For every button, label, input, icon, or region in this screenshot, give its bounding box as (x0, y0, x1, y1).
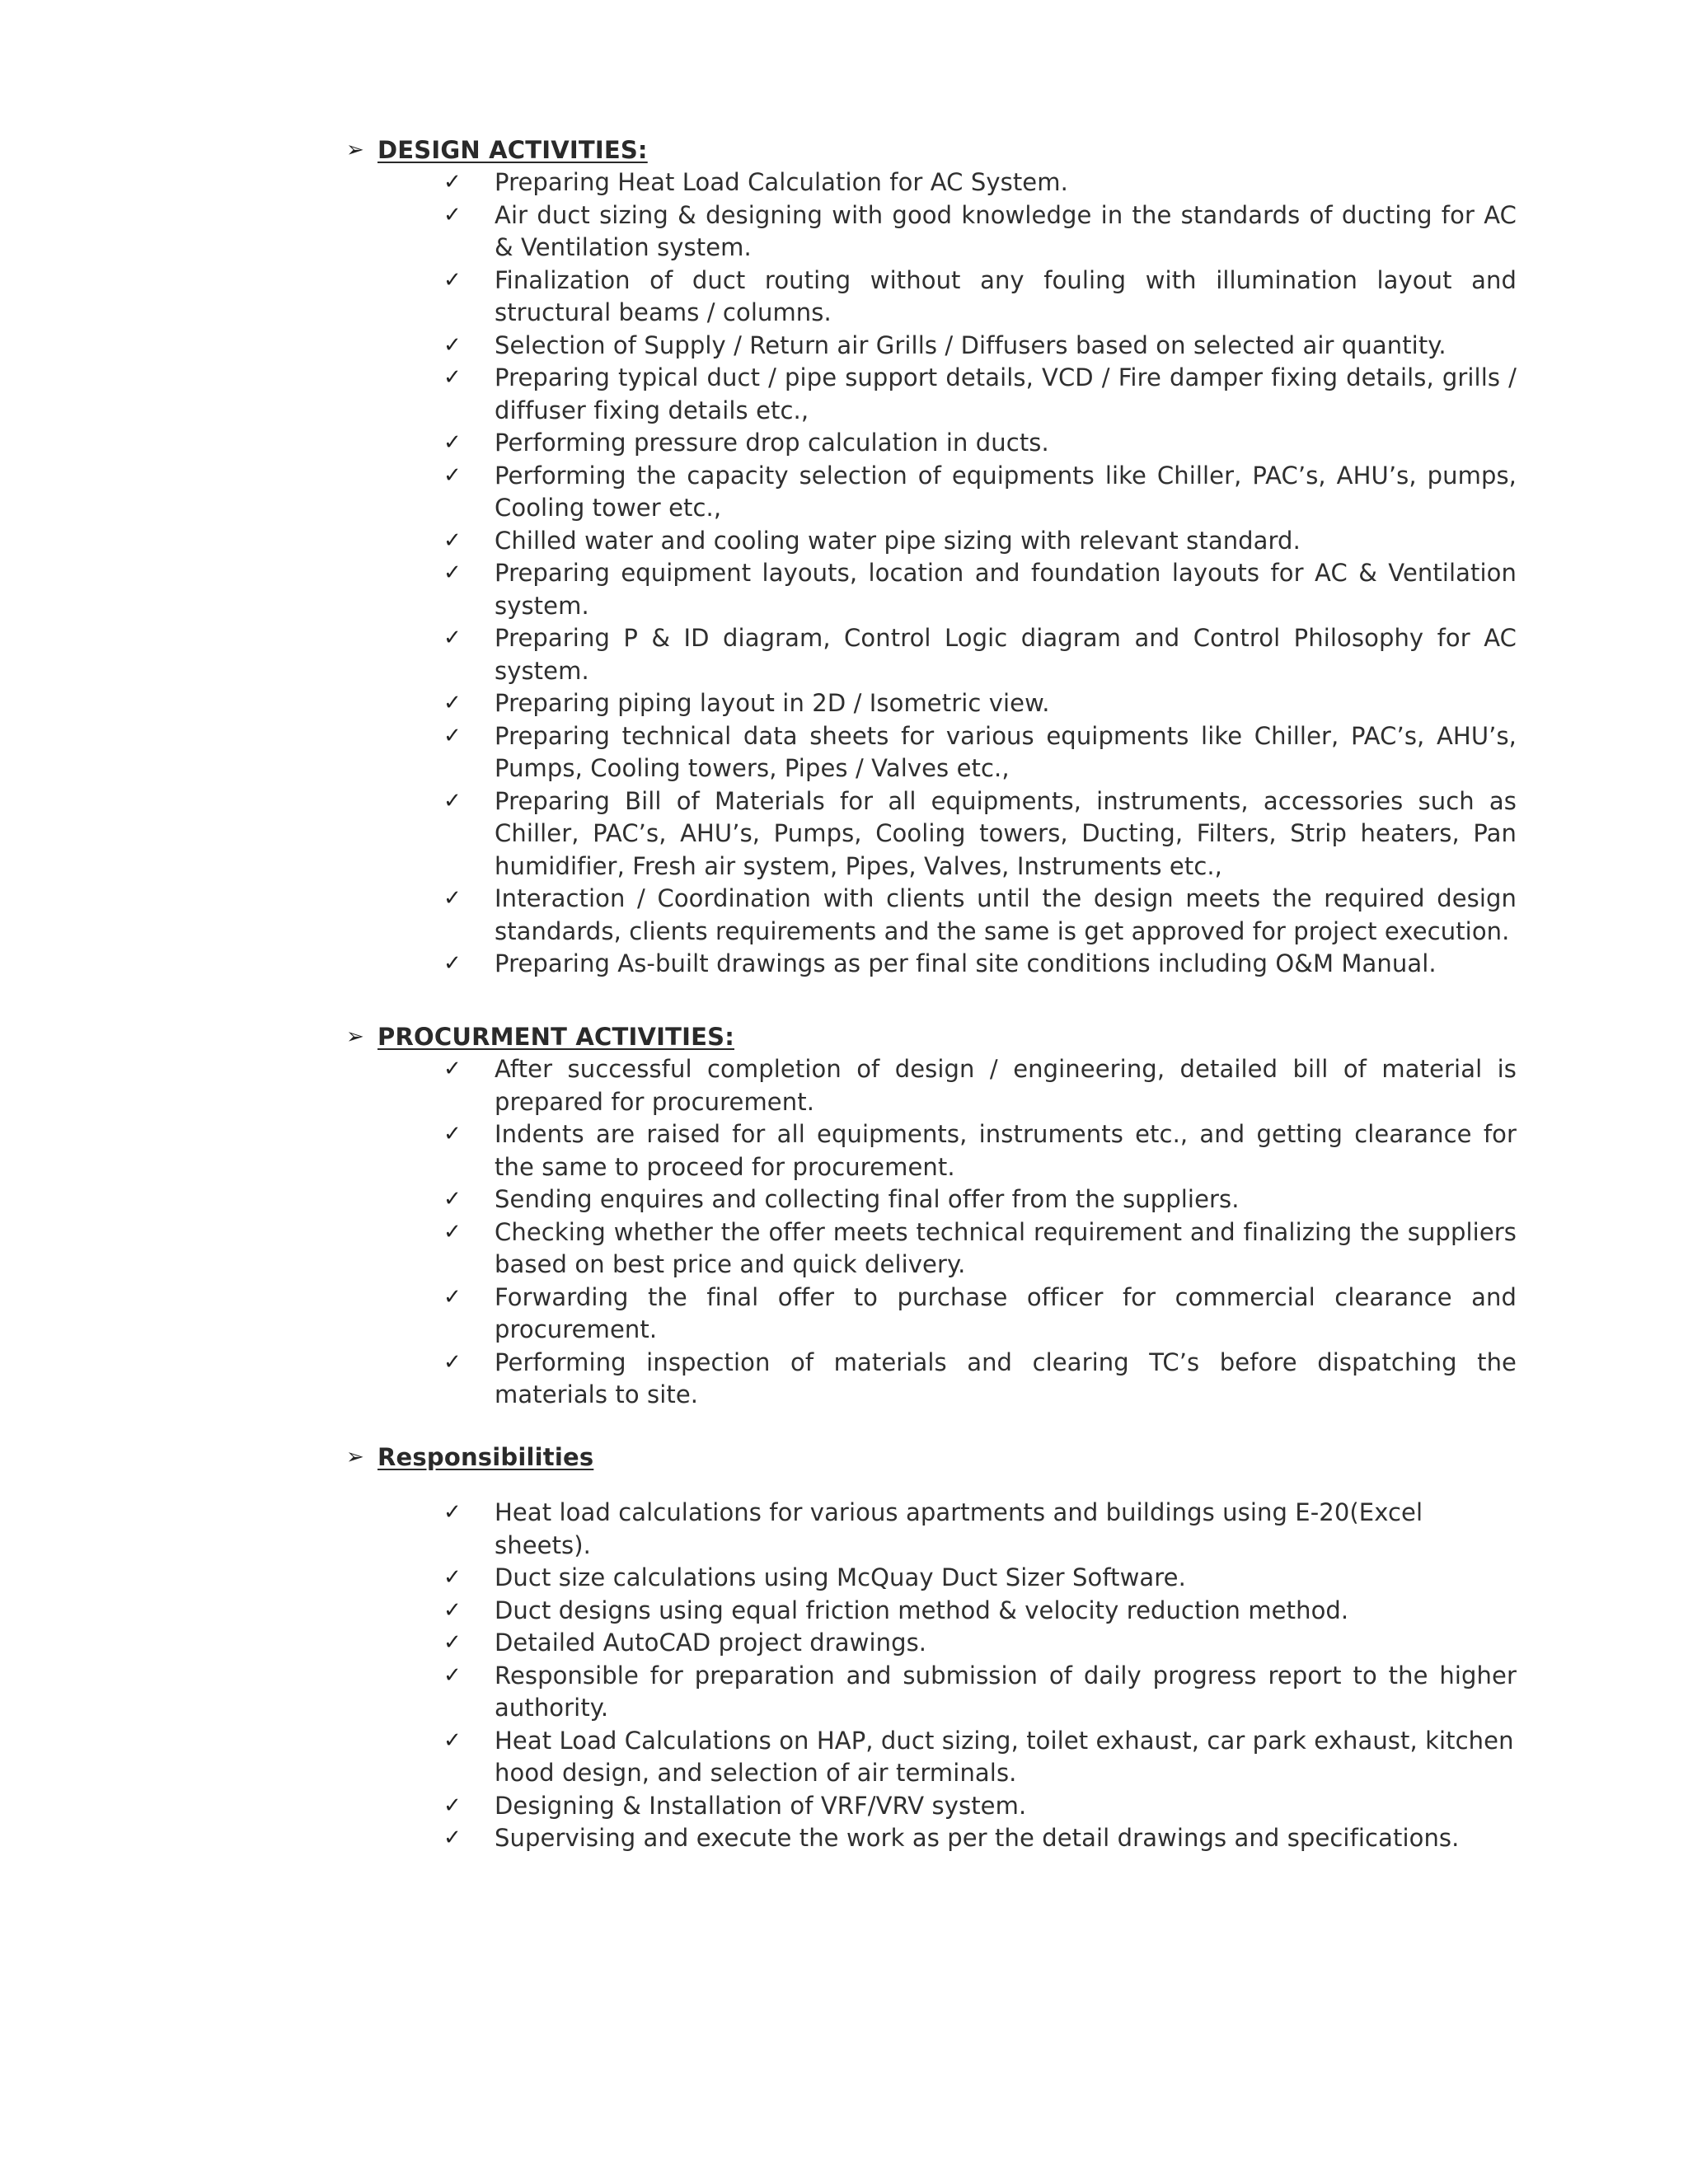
section-title: PROCURMENT ACTIVITIES: (377, 1023, 735, 1051)
section-title: DESIGN ACTIVITIES: (377, 136, 648, 164)
list-item (346, 460, 1517, 525)
list-item (346, 785, 1517, 883)
list-item-text: Preparing Heat Load Calculation for AC System. (495, 168, 1068, 196)
design-activities-list (346, 166, 1517, 981)
checkmark-icon: ✓ (443, 1793, 462, 1818)
checkmark-icon: ✓ (443, 1727, 462, 1753)
list-item (346, 1053, 1517, 1118)
list-item (346, 1347, 1517, 1412)
list-item (346, 1282, 1517, 1347)
section-heading (346, 1441, 1517, 1474)
list-item (346, 1118, 1517, 1183)
list-item-text: Responsible for preparation and submission of daily progress report to the higher authority. (495, 1661, 1517, 1722)
list-item (346, 622, 1517, 687)
list-item (346, 1627, 1517, 1660)
list-item (346, 557, 1517, 622)
list-item-text: Performing inspection of materials and clearing TC’s before dispatching the materials to site. (495, 1347, 1517, 1408)
list-item-text: Preparing equipment layouts, location and foundation layouts for AC & Ventilation system. (495, 559, 1517, 620)
list-item-text: Finalization of duct routing without any fouling with illumination layout and structural beams / columns. (495, 265, 1517, 326)
list-item-text: Preparing P & ID diagram, Control Logic diagram and Control Philosophy for AC system. (495, 624, 1517, 685)
checkmark-icon: ✓ (443, 1565, 462, 1590)
checkmark-icon: ✓ (443, 1122, 462, 1146)
list-item-text: Preparing Bill of Materials for all equipments, instruments, accessories such as Chiller, PAC’s, AHU’s, Pumps, Cooling towers, Ducting, Filters, Strip heaters, Pan humidifier, Fresh air system, Pipes, Valves, Instruments etc., (495, 786, 1517, 880)
checkmark-icon: ✓ (443, 1630, 462, 1655)
list-item-text: Duct size calculations using McQuay Duct Sizer Software. (495, 1563, 1186, 1591)
section-procurement-activities (346, 1020, 1517, 1412)
list-item (346, 1725, 1517, 1790)
list-item-text: Duct designs using equal friction method & velocity reduction method. (495, 1596, 1349, 1624)
list-item (346, 1497, 1517, 1562)
list-item-text: Chilled water and cooling water pipe sizing with relevant standard. (495, 526, 1301, 555)
list-item (346, 265, 1517, 330)
checkmark-icon: ✓ (443, 1825, 462, 1850)
list-item (346, 1790, 1517, 1823)
list-item (346, 330, 1517, 363)
checkmark-icon: ✓ (443, 267, 462, 293)
checkmark-icon: ✓ (443, 365, 462, 390)
checkmark-icon: ✓ (443, 951, 462, 976)
section-heading (346, 1020, 1517, 1053)
checkmark-icon: ✓ (443, 332, 462, 358)
responsibilities-list (346, 1497, 1517, 1855)
list-item-text: Performing the capacity selection of equipments like Chiller, PAC’s, AHU’s, pumps, Cooling tower etc., (495, 461, 1517, 522)
checkmark-icon: ✓ (443, 886, 462, 911)
list-item (346, 525, 1517, 558)
list-item-text: Indents are raised for all equipments, instruments etc., and getting clearance for the same to proceed for procurement. (495, 1120, 1517, 1181)
checkmark-icon: ✓ (443, 1284, 462, 1310)
list-item-text: Heat load calculations for various apartments and buildings using E-20(Excel sheets). (495, 1498, 1423, 1559)
checkmark-icon: ✓ (443, 527, 462, 553)
checkmark-icon: ✓ (443, 430, 462, 455)
list-item (346, 948, 1517, 981)
checkmark-icon: ✓ (443, 170, 462, 194)
arrowhead-bullet-icon: ➢ (346, 1445, 364, 1469)
list-item (346, 166, 1517, 199)
checkmark-icon: ✓ (443, 1187, 462, 1212)
checkmark-icon: ✓ (443, 1500, 462, 1525)
arrowhead-bullet-icon: ➢ (346, 1024, 364, 1049)
procurement-activities-list (346, 1053, 1517, 1412)
checkmark-icon: ✓ (443, 788, 462, 813)
list-item-text: Heat Load Calculations on HAP, duct sizing, toilet exhaust, car park exhaust, kitchen hood design, and selection of air terminals. (495, 1726, 1514, 1787)
list-item-text: Preparing typical duct / pipe support details, VCD / Fire damper fixing details, grills / diffuser fixing details etc., (495, 363, 1517, 424)
list-item (346, 427, 1517, 460)
list-item (346, 720, 1517, 785)
list-item-text: Preparing piping layout in 2D / Isometric view. (495, 689, 1050, 717)
checkmark-icon: ✓ (443, 1662, 462, 1688)
checkmark-icon: ✓ (443, 691, 462, 715)
list-item-text: Forwarding the final offer to purchase officer for commercial clearance and procurement. (495, 1282, 1517, 1343)
list-item (346, 1822, 1517, 1855)
list-item-text: Designing & Installation of VRF/VRV system. (495, 1791, 1027, 1820)
list-item (346, 1595, 1517, 1628)
list-item-text: Air duct sizing & designing with good knowledge in the standards of ducting for AC & Ventilation system. (495, 200, 1517, 261)
list-item-text: After successful completion of design / engineering, detailed bill of material is prepared for procurement. (495, 1055, 1517, 1116)
list-item-text: Preparing technical data sheets for various equipments like Chiller, PAC’s, AHU’s, Pumps, Cooling towers, Pipes / Valves etc., (495, 721, 1517, 782)
arrowhead-bullet-icon: ➢ (346, 138, 364, 162)
list-item (346, 362, 1517, 427)
list-item-text: Selection of Supply / Return air Grills / Diffusers based on selected air quantity. (495, 330, 1447, 359)
checkmark-icon: ✓ (443, 202, 462, 227)
checkmark-icon: ✓ (443, 1349, 462, 1375)
list-item (346, 199, 1517, 265)
list-item-text: Preparing As-built drawings as per final site conditions including O&M Manual. (495, 949, 1437, 977)
list-item (346, 883, 1517, 948)
section-responsibilities (346, 1441, 1517, 1855)
list-item-text: Detailed AutoCAD project drawings. (495, 1629, 927, 1657)
section-title: Responsibilities (377, 1443, 594, 1471)
list-item-text: Checking whether the offer meets technical requirement and finalizing the suppliers based on best price and quick delivery. (495, 1217, 1517, 1278)
section-heading (346, 134, 1517, 166)
checkmark-icon: ✓ (443, 723, 462, 748)
list-item (346, 1183, 1517, 1216)
checkmark-icon: ✓ (443, 1219, 462, 1244)
list-item (346, 687, 1517, 720)
checkmark-icon: ✓ (443, 1057, 462, 1081)
checkmark-icon: ✓ (443, 626, 462, 650)
list-item (346, 1660, 1517, 1725)
list-item (346, 1562, 1517, 1595)
checkmark-icon: ✓ (443, 462, 462, 488)
list-item (346, 1216, 1517, 1282)
section-design-activities (346, 134, 1517, 981)
list-item-text: Interaction / Coordination with clients until the design meets the required design standards, clients requirements and the same is get approved for project execution. (495, 884, 1517, 945)
list-item-text: Supervising and execute the work as per the detail drawings and specifications. (495, 1824, 1460, 1852)
checkmark-icon: ✓ (443, 1597, 462, 1623)
list-item-text: Sending enquires and collecting final offer from the suppliers. (495, 1185, 1240, 1213)
list-item-text: Performing pressure drop calculation in ducts. (495, 429, 1049, 457)
checkmark-icon: ✓ (443, 560, 462, 585)
